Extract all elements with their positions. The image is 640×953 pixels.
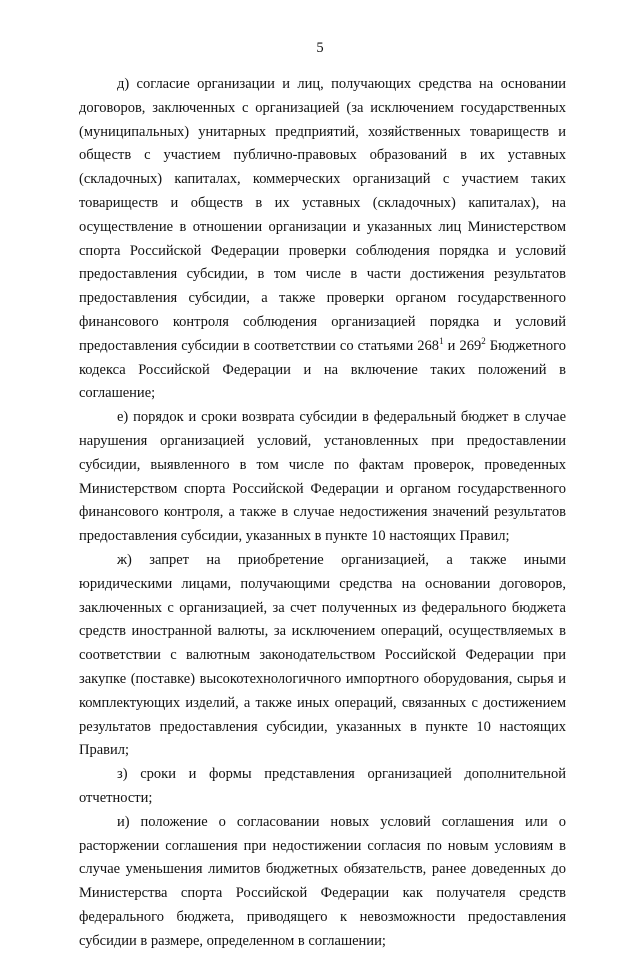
paragraph-d-tail: Бюджетного кодекса Российской Федерации и на включение таких положений в соглашение;	[79, 337, 567, 402]
paragraph-z: з) сроки и формы представления организацией дополнительной отчетности;	[79, 766, 566, 806]
paragraph-d	[79, 73, 566, 406]
article-269-superscript: 2	[481, 335, 486, 346]
document-body	[79, 73, 566, 953]
paragraph-i: и) положение о согласовании новых условий соглашения или о расторжении соглашения при недостижении согласия по новым условиям в случае уменьшения лимитов бюджетных обязательств, ранее доведенных до Министерства спорта Российской Федерации как получателя средств федерального бюджета, приводящего к невозможности предоставления субсидии в размере, определенном в соглашении;	[79, 813, 566, 949]
paragraph-e: е) порядок и сроки возврата субсидии в федеральный бюджет в случае нарушения организацией условий, установленных при предоставлении субсидии, выявленного в том числе по фактам проверок, проведенных Министерством спорта Российской Федерации и органом государственного финансового контроля, а также в случае недостижения значений результатов предоставления субсидии, указанных в пункте 10 настоящих Правил;	[79, 409, 566, 545]
paragraph-d-text: д) согласие организации и лиц, получающих средства на основании договоров, заключенных с организацией (за исключением государственных (муниципальных) унитарных предприятий, хозяйственных товариществ и обществ с участием публично-правовых образований в их уставных (складочных) капиталах, коммерческих организаций с участием таких товариществ и обществ в их уставных (складочных) капиталах), на осуществление в отношении организации и указанных лиц Министерством спорта Российской Федерации проверки соблюдения порядка и условий предоставления субсидии, в том числе в части достижения результатов предоставления субсидии, а также проверки органом государственного финансового контроля соблюдения организацией порядка и условий предоставления субсидии в соответствии со статьями 268	[79, 76, 566, 354]
article-268-superscript: 1	[439, 335, 444, 346]
paragraph-zh: ж) запрет на приобретение организацией, а также иными юридическими лицами, получающими средства на основании договоров, заключенных с организацией, за счет полученных из федерального бюджета средств иностранной валюты, за исключением операций, осуществляемых в соответствии с валютным законодательством Российской Федерации при закупке (поставке) высокотехнологичного импортного оборудования, сырья и комплектующих изделий, а также иных операций, связанных с достижением результатов предоставления субсидии, указанных в пункте 10 настоящих Правил;	[79, 551, 566, 759]
paragraph-d-mid: и 269	[443, 337, 482, 354]
page-number: 5	[316, 40, 324, 56]
